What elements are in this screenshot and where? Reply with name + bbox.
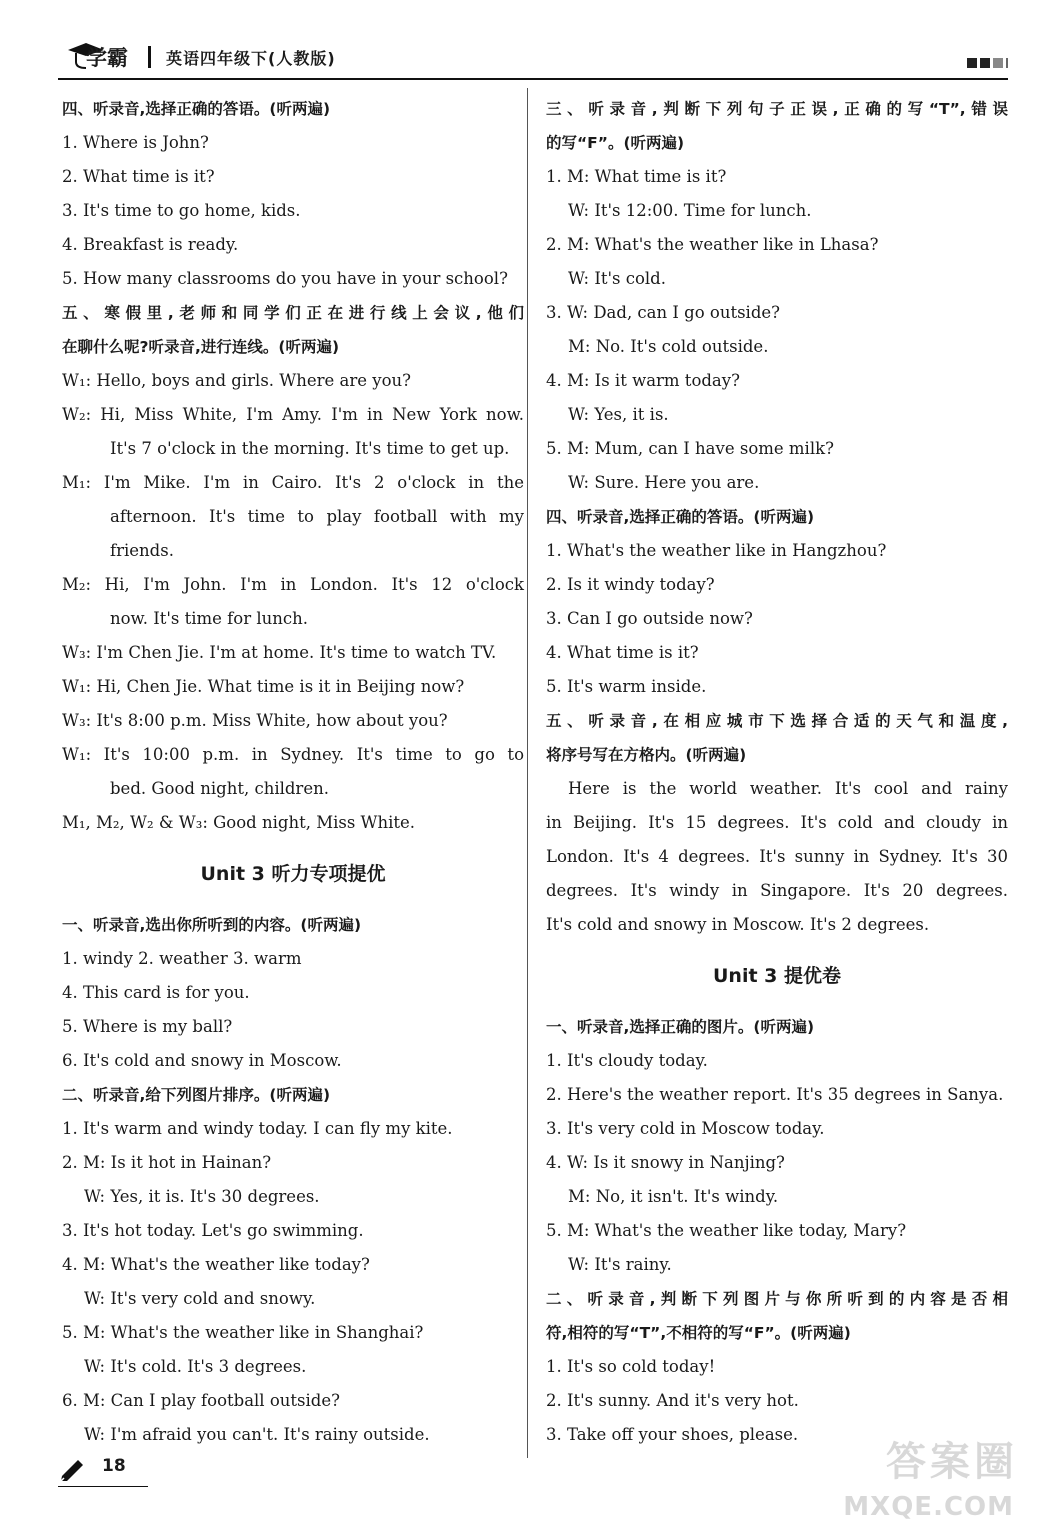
text-line: 4. W: Is it snowy in Nanjing? <box>546 1153 785 1172</box>
text-line: 6. M: Can I play football outside? <box>62 1391 340 1410</box>
text-line: W: It's 12:00. Time for lunch. <box>568 201 812 220</box>
text-line: 2. Is it windy today? <box>546 575 715 594</box>
text-line: 5. Where is my ball? <box>62 1017 233 1036</box>
text-line: 2. Here's the weather report. It's 35 degrees in Sanya. <box>546 1085 1004 1104</box>
text-line: 3. Can I go outside now? <box>546 609 753 628</box>
text-line: W: It's cold. <box>568 269 666 288</box>
text-line: W₁: It's 10:00 p.m. in Sydney. It's time to go to <box>62 745 524 764</box>
section-heading: 三、听录音,判断下列句子正误,正确的写“T”,错误 <box>546 100 1008 118</box>
header-decoration <box>967 58 1008 68</box>
text-line: W: It's very cold and snowy. <box>84 1289 316 1308</box>
section-heading: 在聊什么呢?听录音,进行连线。(听两遍) <box>62 338 340 356</box>
text-line: 5. How many classrooms do you have in your school? <box>62 269 508 288</box>
text-line: 4. M: What's the weather like today? <box>62 1255 370 1274</box>
text-line: 1. It's cloudy today. <box>546 1051 708 1070</box>
text-line: 5. M: What's the weather like in Shanghai? <box>62 1323 424 1342</box>
section-heading: 四、听录音,选择正确的答语。(听两遍) <box>546 508 815 526</box>
text-line: London. It's 4 degrees. It's sunny in Sydney. It's 30 <box>546 847 1008 866</box>
text-line: friends. <box>110 541 174 560</box>
watermark-domain: MXQE.COM <box>843 1492 1014 1522</box>
text-line: 1. Where is John? <box>62 133 209 152</box>
section-heading: 符,相符的写“T”,不相符的写“F”。(听两遍) <box>546 1324 851 1342</box>
text-line: M₁, M₂, W₂ & W₃: Good night, Miss White. <box>62 813 416 832</box>
section-heading: 五、听录音,在相应城市下选择合适的天气和温度, <box>546 712 1008 730</box>
text-line: 2. M: What's the weather like in Lhasa? <box>546 235 879 254</box>
text-line: W: Sure. Here you are. <box>568 473 760 492</box>
text-line: M₁: I'm Mike. I'm in Cairo. It's 2 o'clock in the <box>62 473 524 492</box>
text-line: W: It's rainy. <box>568 1255 672 1274</box>
text-line: 1. M: What time is it? <box>546 167 727 186</box>
text-line: 1. windy 2. weather 3. warm <box>62 949 302 968</box>
text-line: 6. It's cold and snowy in Moscow. <box>62 1051 342 1070</box>
logo-text: 学霸 <box>86 46 128 70</box>
text-line: 4. Breakfast is ready. <box>62 235 239 254</box>
section-heading: 五、寒假里,老师和同学们正在进行线上会议,他们 <box>62 304 524 322</box>
text-line: W₁: Hello, boys and girls. Where are you? <box>62 371 411 390</box>
text-line: Here is the world weather. It's cool and rainy <box>568 779 1008 798</box>
text-line: 4. This card is for you. <box>62 983 250 1002</box>
text-line: 2. It's sunny. And it's very hot. <box>546 1391 799 1410</box>
text-line: 3. W: Dad, can I go outside? <box>546 303 780 322</box>
section-heading: 一、听录音,选出你所听到的内容。(听两遍) <box>62 916 362 934</box>
footer-rule <box>58 1486 148 1487</box>
watermark <box>828 1430 1018 1522</box>
text-line: now. It's time for lunch. <box>110 609 308 628</box>
text-line: W: It's cold. It's 3 degrees. <box>84 1357 307 1376</box>
section-heading: 将序号写在方格内。(听两遍) <box>546 746 747 764</box>
text-line: W₃: It's 8:00 p.m. Miss White, how about you? <box>62 711 448 730</box>
book-title: 英语四年级下(人教版) <box>166 49 336 68</box>
section-heading: 二、听录音,判断下列图片与你所听到的内容是否相 <box>546 1290 1008 1308</box>
right-column <box>546 92 1008 1452</box>
text-line: 2. What time is it? <box>62 167 215 186</box>
text-line: M: No, it isn't. It's windy. <box>568 1187 779 1206</box>
text-line: 4. M: Is it warm today? <box>546 371 740 390</box>
text-line: 4. What time is it? <box>546 643 699 662</box>
text-line: in Beijing. It's 15 degrees. It's cold and cloudy in <box>546 813 1008 832</box>
header-separator <box>148 46 151 68</box>
text-line: 2. M: Is it hot in Hainan? <box>62 1153 272 1172</box>
text-line: 1. What's the weather like in Hangzhou? <box>546 541 887 560</box>
text-line: W: I'm afraid you can't. It's rainy outside. <box>84 1425 430 1444</box>
text-line: It's 7 o'clock in the morning. It's time to get up. <box>110 439 510 458</box>
page-header <box>58 38 1008 80</box>
text-line: W₃: I'm Chen Jie. I'm at home. It's time to watch TV. <box>62 643 497 662</box>
text-line: 1. It's so cold today! <box>546 1357 716 1376</box>
page-number: 18 <box>102 1456 126 1476</box>
text-line: W: Yes, it is. It's 30 degrees. <box>84 1187 320 1206</box>
text-line: 3. Take off your shoes, please. <box>546 1425 799 1444</box>
section-heading: 的写“F”。(听两遍) <box>546 134 685 152</box>
text-line: W₁: Hi, Chen Jie. What time is it in Beijing now? <box>62 677 465 696</box>
left-column <box>62 92 524 1452</box>
text-line: 5. M: Mum, can I have some milk? <box>546 439 834 458</box>
text-line: 3. It's very cold in Moscow today. <box>546 1119 825 1138</box>
text-line: 5. It's warm inside. <box>546 677 707 696</box>
section-heading: 二、听录音,给下列图片排序。(听两遍) <box>62 1086 331 1104</box>
section-heading: 一、听录音,选择正确的图片。(听两遍) <box>546 1018 815 1036</box>
pencil-icon <box>58 1456 88 1482</box>
text-line: M₂: Hi, I'm John. I'm in London. It's 12 o'clock <box>62 575 524 594</box>
watermark-text: 答案圈 <box>886 1439 1018 1485</box>
text-line: M: No. It's cold outside. <box>568 337 769 356</box>
text-line: 1. It's warm and windy today. I can fly my kite. <box>62 1119 453 1138</box>
text-line: 3. It's hot today. Let's go swimming. <box>62 1221 364 1240</box>
column-divider <box>527 88 528 1458</box>
unit-heading: Unit 3 听力专项提优 <box>200 863 386 885</box>
text-line: degrees. It's windy in Singapore. It's 20 degrees. <box>546 881 1008 900</box>
unit-heading: Unit 3 提优卷 <box>713 965 841 987</box>
text-line: bed. Good night, children. <box>110 779 329 798</box>
page-footer <box>58 1452 178 1492</box>
text-line: W: Yes, it is. <box>568 405 669 424</box>
header-rule <box>58 78 1008 80</box>
text-line: afternoon. It's time to play football with my <box>110 507 524 526</box>
section-heading: 四、听录音,选择正确的答语。(听两遍) <box>62 100 331 118</box>
text-line: 5. M: What's the weather like today, Mary? <box>546 1221 907 1240</box>
text-line: 3. It's time to go home, kids. <box>62 201 301 220</box>
text-line: W₂: Hi, Miss White, I'm Amy. I'm in New York now. <box>62 405 524 424</box>
text-line: It's cold and snowy in Moscow. It's 2 degrees. <box>546 915 930 934</box>
